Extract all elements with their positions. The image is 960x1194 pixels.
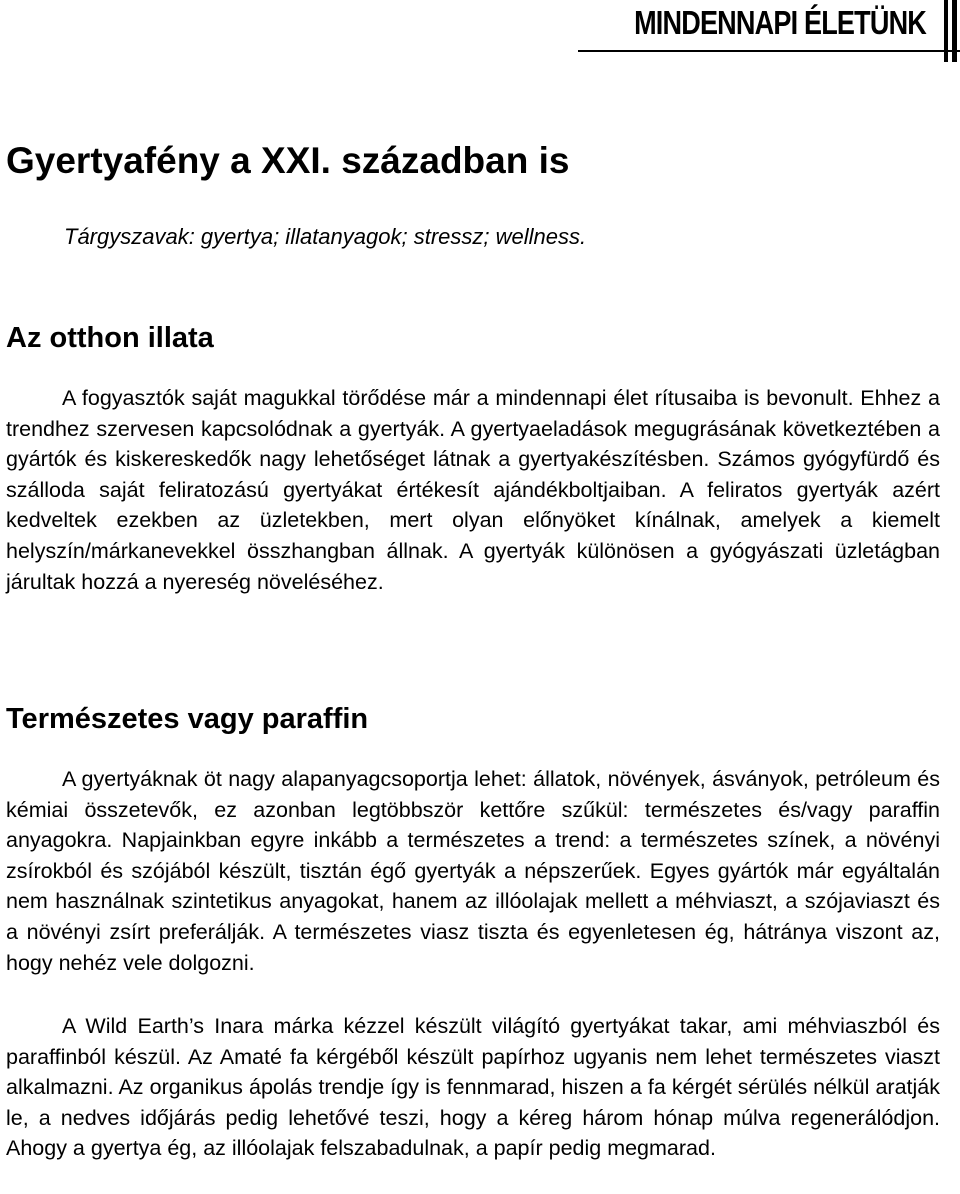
section-title: MINDENNAPI ÉLETÜNK — [634, 4, 926, 41]
section-heading-termeszetes-vagy-paraffin: Természetes vagy paraffin — [6, 703, 369, 735]
paragraph: A fogyasztók saját magukkal törődése már a mindennapi élet rítusaiba is bevonult. Ehhez a trendhez szervesen kapcsolódnak a gyertyák. A gyertyaeladások megugrásának következtében a gyártók és kiskereskedők nagy lehetőséget látnak a gyertyakészítésben. Számos gyógyfürdő és szálloda saját feliratozású gyertyákat értékesít ajándékboltjaiban. A feliratos gyertyák azért kedveltek ezekben az üzletekben, mert olyan előnyöket kínálnak, amelyek a kiemelt helyszín/márkanevekkel összhangban állnak. A gyertyák különösen a gyógyászati üzletágban járultak hozzá a nyereség növeléséhez. — [6, 386, 940, 594]
article-title: Gyertyafény a XXI. században is — [6, 140, 570, 181]
header-rule — [578, 50, 960, 52]
paragraph: A gyertyáknak öt nagy alapanyagcsoportja lehet: állatok, növények, ásványok, petróleum és kémiai összetevők, ez azonban legtöbbször kettőre szűkül: természetes és/vagy paraffin anyagokra. Napjainkban egyre inkább a természetes a trend: a természetes színek, a növényi zsírokból és szójából készült, tisztán égő gyertyák a népszerűek. Egyes gyártók már egyáltalán nem használnak szintetikus anyagokat, hanem az illóolajak mellett a méhviaszt, a szójaviaszt és a növényi zsírt preferálják. A természetes viasz tiszta és egyenletesen ég, hátránya viszont az, hogy nehéz vele dolgozni. — [6, 767, 940, 975]
page-header — [0, 0, 960, 62]
paragraph: A Wild Earth’s Inara márka kézzel készült világító gyertyákat takar, ami méhviaszból és paraffinból készül. Az Amaté fa kérgéből készült papírhoz ugyanis nem lehet természetes viaszt alkalmazni. Az organikus ápolás trendje így is fennmarad, hiszen a fa kérgét sérülés nélkül aratják le, a nedves időjárás pedig lehetővé teszi, hogy a kéreg három hónap múlva regenerálódjon. Ahogy a gyertya ég, az illóolajak felszabadulnak, a papír pedig megmarad. — [6, 1014, 940, 1161]
header-bar-right — [952, 0, 957, 62]
header-bar-left — [944, 0, 948, 62]
section-heading-otthon-illata: Az otthon illata — [6, 322, 214, 354]
article-keywords: Tárgyszavak: gyertya; illatanyagok; stressz; wellness. — [64, 224, 587, 249]
